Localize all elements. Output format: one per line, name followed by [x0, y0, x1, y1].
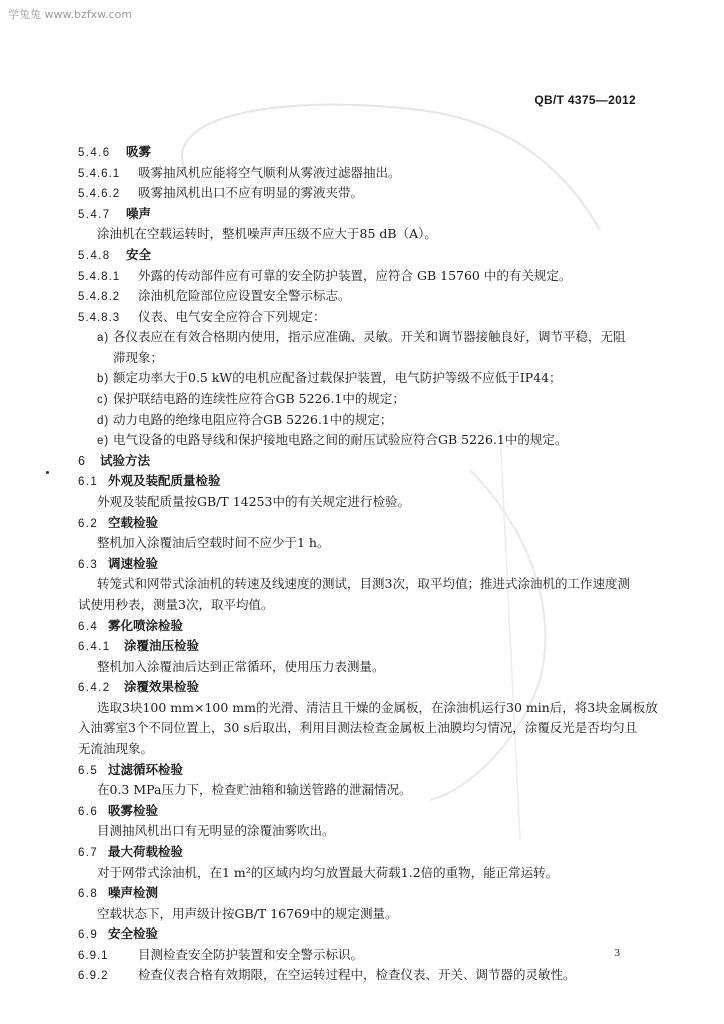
noise-requirement-text: 涂油机在空载运转时，整机噪声声压级不应大于85 dB（A）。 [97, 226, 437, 242]
clause-5-4-8-1: 5.4.8.1 外露的传动部件应有可靠的安全防护装置，应符合 GB 15760 中的有关规定。 [78, 267, 572, 283]
clause-6-2: 6.2 空载检验 [78, 514, 159, 530]
clause-6-9-2 [78, 967, 576, 984]
clause-5-4-6: 5.4.6 吸雾 [78, 144, 152, 159]
clause-6-3: 6.3 调速检验 [78, 555, 159, 571]
clause-6-6: 6.6 吸雾检验 [78, 802, 159, 818]
clause-5-4-6-1: 5.4.6.1 吸雾抽风机应能将空气顺利从雾液过滤器抽出。 [78, 164, 401, 180]
clause-5-4-7: 5.4.7 噪声 [78, 205, 152, 221]
clause-6-8: 6.8 噪声检测 [78, 885, 159, 901]
margin-dot [46, 471, 49, 474]
list-item-d: d) 动力电路的绝缘电阻应符合GB 5226.1中的规定； [97, 411, 393, 427]
list-item-a: a) 各仪表应在有效合格期内使用，指示应准确、灵敏。开关和调节器接触良好，调节平稳，无阻 [97, 329, 626, 345]
clause-5-4-8-2: 5.4.8.2 涂油机危险部位应设置安全警示标志。 [78, 288, 351, 304]
clause-6-4-2: 6.4.2 涂覆效果检验 [78, 679, 200, 695]
clause-6-5-text: 在0.3 MPa压力下，检查贮油箱和输送管路的泄漏情况。 [97, 782, 412, 798]
clause-6-7: 6.7 最大荷载检验 [78, 843, 184, 859]
clause-6-4-2-text-line2: 入油雾室3个不同位置上，30 s后取出，利用目测法检查金属板上油膜均匀情况，涂覆反光是否均匀且 [78, 720, 638, 736]
clause-6-9-1-number: 6.9.1 [78, 949, 109, 962]
clause-6-4: 6.4 雾化喷涂检验 [78, 617, 184, 633]
list-item-b: b) 额定功率大于0.5 kW的电机应配备过载保护装置，电气防护等级不应低于IP44； [97, 370, 562, 386]
list-item-a-continued: 滞现象； [113, 349, 164, 365]
clause-6-3-text: 转笼式和网带式涂油机的转速及线速度的测试，目测3次，取平均值；推进式涂油机的工作速度测 [97, 576, 630, 592]
clause-6-7-text: 对于网带式涂油机，在1 m²的区域内均匀放置最大荷载1.2倍的重物，能正常运转。 [97, 864, 559, 880]
list-item-c: c) 保护联结电路的连续性应符合GB 5226.1中的规定； [97, 391, 405, 406]
clause-6-4-2-text: 选取3块100 mm×100 mm的光滑、清洁且干燥的金属板，在涂油机运行30 min后，将3块金属板放 [97, 699, 658, 715]
clause-6-9-1-text: 目测检查安全防护装置和安全警示标识。 [138, 946, 364, 962]
clause-5-4-8-3: 5.4.8.3 仪表、电气安全应符合下列规定： [78, 308, 326, 324]
page-number: 3 [614, 947, 620, 959]
clause-5-4-6-2: 5.4.6.2 吸雾抽风机出口不应有明显的雾液夹带。 [78, 185, 364, 201]
clause-6-4-1-text: 整机加入涂覆油后达到正常循环，使用压力表测量。 [97, 658, 385, 674]
clause-6-3-text-continued: 试使用秒表，测量3次，取平均值。 [78, 596, 274, 612]
standard-code: QB/T 4375—2012 [534, 93, 636, 107]
clause-6-5: 6.5 过滤循环检验 [78, 761, 184, 777]
clause-6-4-1: 6.4.1 涂覆油压检验 [78, 638, 200, 653]
clause-6-4-2-text-line3: 无流油现象。 [78, 741, 154, 756]
clause-5-4-8: 5.4.8 安全 [78, 246, 152, 262]
list-item-e: e) 电气设备的电路导线和保护接地电路之间的耐压试验应符合GB 5226.1中的规定。 [97, 432, 568, 448]
clause-6-8-text: 空载状态下，用声级计按GB/T 16769中的规定测量。 [97, 905, 398, 921]
section-6-heading: 6 试验方法 [78, 452, 151, 468]
clause-6-6-text: 目测抽风机出口有无明显的涂覆油雾吹出。 [97, 823, 335, 839]
clause-6-9-2-number: 6.9.2 [78, 970, 109, 983]
clause-6-9-1 [78, 947, 363, 964]
site-watermark: 学兔兔 www.bzfxw.com [8, 8, 133, 21]
clause-6-2-text: 整机加入涂覆油后空载时间不应少于1 h。 [97, 535, 330, 551]
clause-6-9: 6.9 安全检验 [78, 926, 159, 942]
clause-6-9-2-text: 检查仪表合格有效期限，在空运转过程中，检查仪表、开关、调节器的灵敏性。 [138, 967, 576, 983]
clause-6-1-text: 外观及装配质量按GB/T 14253中的有关规定进行检验。 [97, 494, 410, 509]
clause-6-1: 6.1 外观及装配质量检验 [78, 473, 221, 489]
